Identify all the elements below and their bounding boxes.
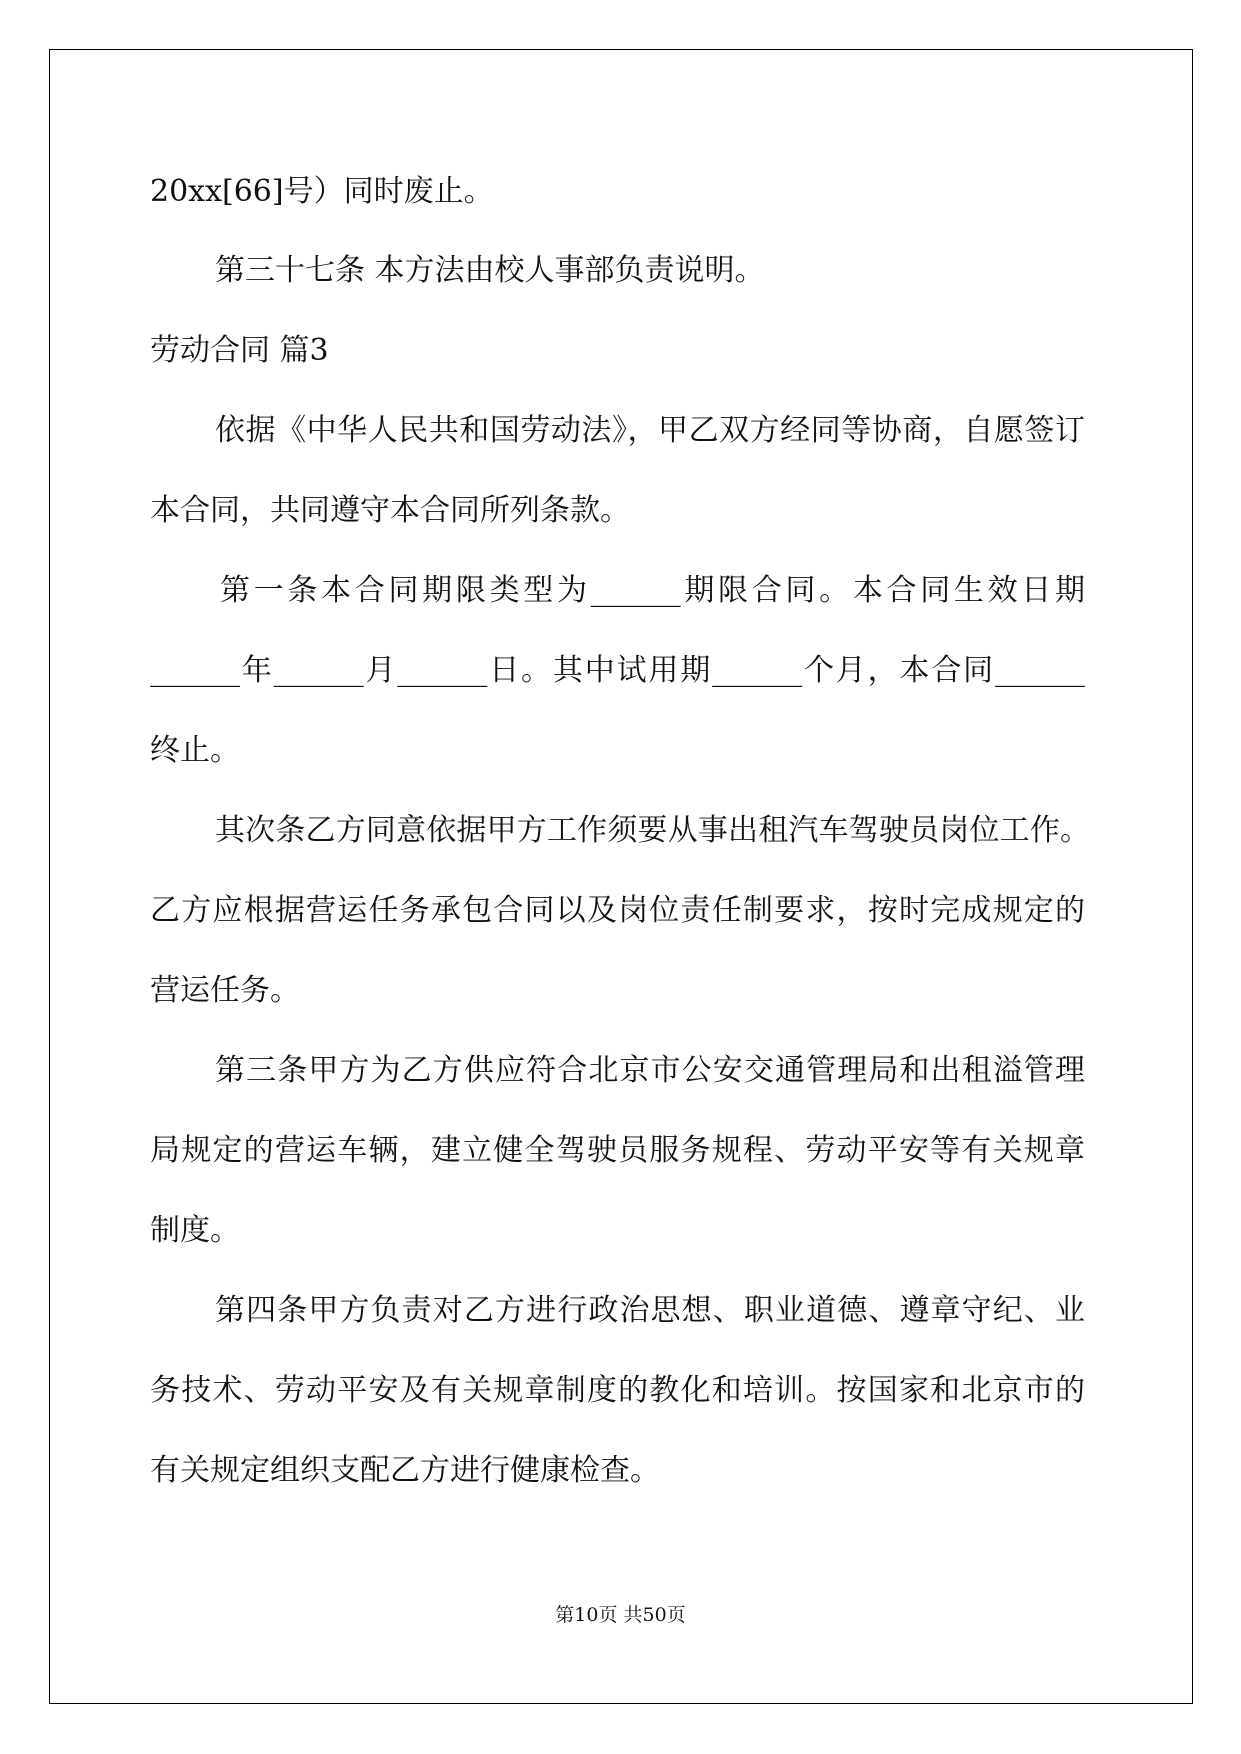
text-line: 制度。 bbox=[150, 1213, 240, 1248]
text-line: 20xx[66]号）同时废止。 bbox=[150, 174, 494, 209]
text-line: 乙方应根据营运任务承包合同以及岗位责任制要求，按时完成规定的 bbox=[150, 893, 1085, 928]
section-heading: 劳动合同 篇3 bbox=[150, 333, 329, 368]
text-line: 其次条乙方同意依据甲方工作须要从事出租汽车驾驶员岗位工作。 bbox=[215, 813, 1090, 848]
text-line: 第三条甲方为乙方供应符合北京市公安交通管理局和出租溢管理 bbox=[215, 1053, 1085, 1088]
text-line: 营运任务。 bbox=[150, 973, 300, 1008]
text-line: 局规定的营运车辆，建立健全驾驶员服务规程、劳动平安等有关规章 bbox=[150, 1133, 1085, 1168]
text-line: 第一条本合同期限类型为______期限合同。本合同生效日期 bbox=[220, 573, 1085, 608]
text-line: 务技术、劳动平安及有关规章制度的教化和培训。按国家和北京市的 bbox=[150, 1373, 1085, 1408]
text-line: 依据《中华人民共和国劳动法》，甲乙双方经同等协商，自愿签订 bbox=[215, 413, 1085, 448]
text-line: 本合同，共同遵守本合同所列条款。 bbox=[150, 493, 630, 528]
text-line: 第四条甲方负责对乙方进行政治思想、职业道德、遵章守纪、业 bbox=[215, 1293, 1085, 1328]
page-number-footer: 第10页 共50页 bbox=[555, 1604, 686, 1626]
article-37-line: 第三十七条 本方法由校人事部负责说明。 bbox=[215, 253, 765, 288]
text-line: ______年______月______日。其中试用期______个月，本合同______ bbox=[150, 653, 1085, 688]
text-line: 终止。 bbox=[150, 733, 240, 768]
text-line: 有关规定组织支配乙方进行健康检查。 bbox=[150, 1453, 660, 1488]
